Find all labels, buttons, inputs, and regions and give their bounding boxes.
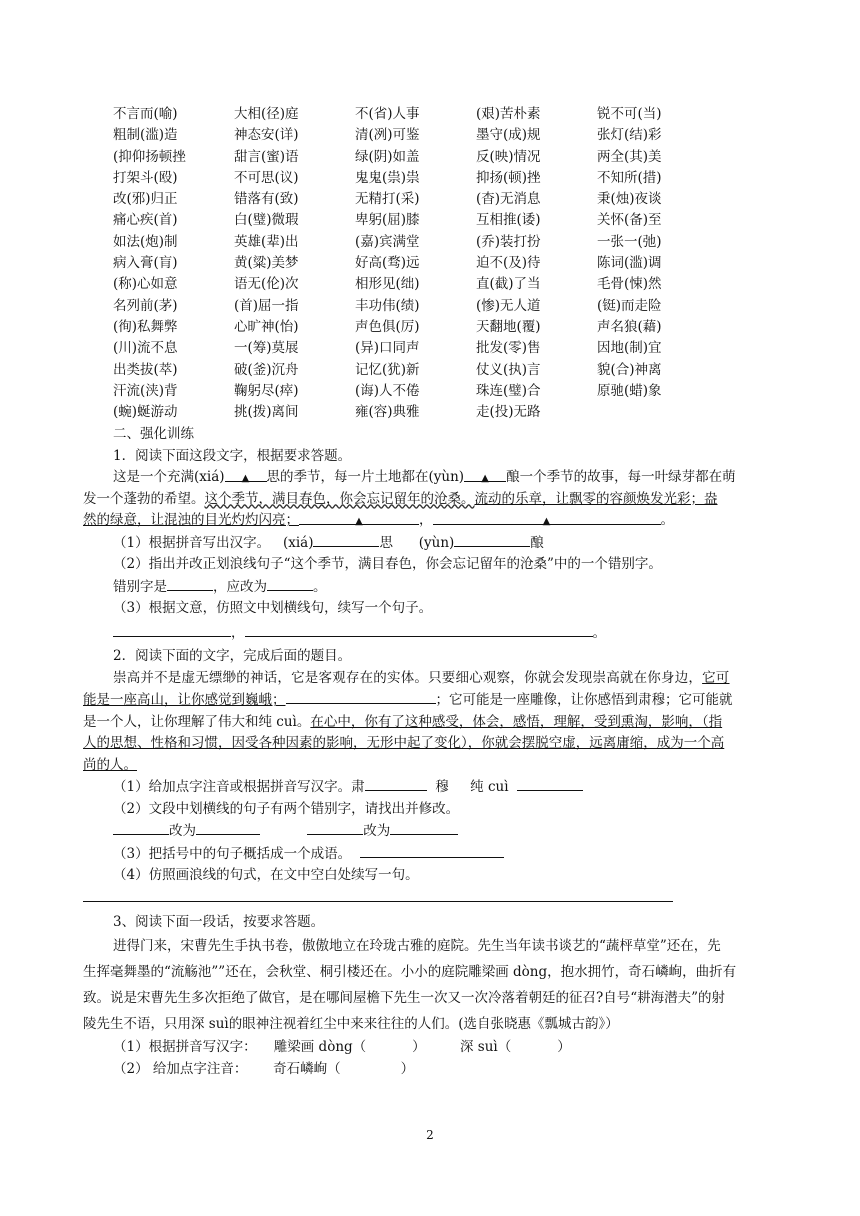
- q2-sub1-label: （1）给加点字注音或根据拼音写汉字。肃: [113, 779, 365, 795]
- q1-passage-line-3: [83, 510, 772, 532]
- idiom-cell: 貌(合)神离: [597, 361, 662, 378]
- q1-passage-line-2: [83, 489, 772, 511]
- q1-imitate-blank-2[interactable]: [433, 510, 661, 525]
- idiom-cell: (艰)苦朴素: [476, 106, 541, 122]
- idiom-cell: 名列前(茅): [113, 297, 178, 314]
- q2-sub2-label: 改为: [363, 823, 391, 839]
- q1-sub1-char: 思: [379, 534, 393, 551]
- period: 。: [592, 624, 606, 641]
- q1-text: 思的季节，每一片土地都在(yùn): [266, 469, 465, 485]
- q2-text: ；它可能是一座雕像，让你感悟到肃穆；它可能就: [435, 692, 733, 708]
- q2-sub2-answer: [113, 820, 772, 843]
- idiom-cell: 天翻地(覆): [476, 318, 541, 335]
- idiom-cell: 不言而(喻): [113, 106, 178, 122]
- idiom-cell: 张灯(结)彩: [597, 127, 662, 144]
- triangle-icon: ▲: [542, 516, 551, 527]
- idiom-row: [113, 104, 733, 125]
- q2-sub4-answer: [113, 887, 772, 908]
- idiom-cell: 神态安(详): [234, 127, 299, 144]
- idiom-row: [113, 168, 733, 189]
- idiom-cell: 墨守(成)规: [476, 127, 541, 144]
- idiom-cell: 互相推(诿): [476, 212, 541, 229]
- idiom-cell: 甜言(蜜)语: [234, 148, 299, 165]
- idiom-row: [113, 381, 733, 402]
- q2-underlined: 能是一座高山，让你感觉到巍峨；: [83, 692, 286, 708]
- idiom-row: [113, 360, 733, 381]
- section-title: 二、强化训练: [113, 426, 194, 442]
- idiom-cell: (杳)无消息: [476, 191, 541, 208]
- q1-title: 1．阅读下面这段文字，根据要求答题。: [113, 447, 352, 464]
- idiom-cell: (铤)而走险: [597, 297, 662, 314]
- idiom-cell: 如法(炮)制: [113, 233, 178, 250]
- idiom-row: [113, 402, 733, 423]
- idiom-cell: 不可思(议): [234, 169, 299, 186]
- idiom-cell: 声名狼(藉): [597, 318, 662, 335]
- idiom-cell: 秉(烛)夜谈: [597, 191, 662, 208]
- idiom-cell: (抑仰扬顿挫: [113, 148, 186, 165]
- idiom-cell: 一(筹)莫展: [234, 340, 299, 357]
- idiom-cell: 清(冽)可鉴: [355, 127, 420, 144]
- idiom-cell: 抑扬(顿)挫: [476, 169, 541, 186]
- q1-sub3: （3）根据文意，仿照文中划横线句，续写一个句子。: [113, 600, 433, 616]
- idiom-row: [113, 338, 733, 359]
- idiom-cell: 迫不(及)待: [476, 255, 541, 272]
- idiom-row: [113, 147, 733, 168]
- q1-text: 发一个蓬勃的希望。: [83, 490, 205, 507]
- idiom-cell: (诲)人不倦: [355, 382, 420, 399]
- q2-su-blank[interactable]: [365, 776, 427, 791]
- idiom-cell: 相形见(绌): [355, 276, 420, 293]
- q2-underlined: 在心中，你有了这种感受，体会，感悟，理解，受到熏淘，影响，（指: [310, 713, 723, 730]
- idiom-cell: 汗流(浃)背: [113, 382, 178, 399]
- idiom-cell: 鞠躬尽(瘁): [234, 382, 299, 399]
- idiom-cell: 不知所(措): [597, 169, 662, 186]
- q2-sub1-pinyin: 纯 cuì: [470, 779, 509, 795]
- idiom-cell: (称)心如意: [113, 276, 178, 293]
- idiom-cell: (首)屈一指: [234, 297, 299, 314]
- q3-paren: ）: [400, 1060, 415, 1077]
- idiom-cell: 直(截)了当: [476, 276, 541, 293]
- idiom-cell: 一张一(弛): [597, 233, 662, 250]
- idiom-cell: 黄(粱)美梦: [234, 255, 299, 272]
- q3-sub2: [113, 1059, 772, 1081]
- idiom-cell: 原驰(蜡)象: [597, 382, 662, 399]
- triangle-icon: ▲: [241, 473, 250, 484]
- idiom-cell: 卑躬(屈)膝: [355, 212, 420, 229]
- idiom-grid: [113, 104, 733, 423]
- idiom-row: [113, 274, 733, 295]
- page-number: 2: [426, 1128, 434, 1142]
- q2-passage-line-2: [83, 689, 772, 712]
- q2-wrong-2-blank[interactable]: [307, 820, 363, 835]
- q2-fix-1-blank[interactable]: [196, 820, 260, 835]
- q2-passage-line-4: 人的思想、性格和习惯，因受各种因素的影响，无形中起了变化），你就会摆脱空虚，远离庸缩，成为一个高: [83, 735, 725, 751]
- idiom-row: [113, 317, 733, 338]
- idiom-cell: 两全(其)美: [597, 148, 662, 165]
- idiom-row: [113, 125, 733, 146]
- idiom-row: [113, 210, 733, 231]
- idiom-cell: 打架斗(殴): [113, 169, 178, 186]
- q2-underlined: 它可: [702, 669, 730, 686]
- idiom-cell: (嘉)宾满堂: [355, 233, 420, 250]
- q1-correct-char-blank[interactable]: [267, 576, 313, 591]
- idiom-row: [113, 189, 733, 210]
- q3-passage: [83, 933, 772, 1037]
- q1-answer-yun[interactable]: [454, 532, 530, 547]
- idiom-cell: 语无(伦)次: [234, 276, 299, 293]
- q3-linxun-prompt: 奇石嶙峋（: [273, 1060, 341, 1077]
- idiom-cell: 雍(容)典雅: [355, 404, 420, 421]
- q2-imitate-blank[interactable]: [286, 689, 436, 704]
- q3-passage-line-4: 陵先生不语，只用深 suì的眼神注视着红尘中来来往往的人们。(选自张晓惠《瓢城古韵》）: [83, 1016, 619, 1032]
- q1-sub2-label: 错别字是: [113, 578, 167, 595]
- idiom-cell: 鬼鬼(祟)祟: [355, 169, 420, 186]
- q1-sub1-char: 酿: [530, 534, 544, 551]
- q1-text: 这是一个充满(xiá): [113, 469, 225, 485]
- period: 。: [660, 512, 674, 528]
- idiom-cell: 毛骨(悚)然: [597, 276, 662, 293]
- comma: ，: [419, 512, 433, 528]
- idiom-cell: 病入膏(肓): [113, 255, 178, 272]
- q3-dong-prompt: 雕梁画 dòng（: [273, 1039, 367, 1055]
- q2-fix-2-blank[interactable]: [390, 820, 458, 835]
- q2-sub3: [113, 843, 772, 866]
- q2-passage-line-1: [113, 668, 772, 690]
- q1-blank-xia[interactable]: [225, 467, 267, 482]
- q1-wavy-sentence: 这个季节，满目春色，你会忘记留年的沧桑。: [204, 490, 475, 507]
- idiom-cell: (异)口同声: [355, 340, 420, 357]
- idiom-cell: 绿(阴)如盖: [355, 148, 420, 165]
- idiom-cell: 好高(骛)远: [355, 255, 420, 272]
- idiom-cell: 丰功伟(绩): [355, 297, 420, 314]
- q3-paren: ）: [557, 1039, 571, 1055]
- q1-sub1-label: （1）根据拼音写出汉字。: [113, 534, 271, 551]
- idiom-cell: (蜿)蜒游动: [113, 404, 178, 421]
- idiom-cell: 痛心疾(首): [113, 212, 178, 229]
- q2-sub3-label: （3）把括号中的句子概括成一个成语。: [113, 845, 352, 862]
- idiom-row: [113, 253, 733, 274]
- q3-passage-line-2: 生挥毫舞墨的“流觞池””还在，会秋堂、桐引楼还在。小小的庭院雕梁画 dòng，抱水拥竹，奇石嶙峋，曲折有: [83, 964, 737, 980]
- idiom-cell: 挑(拨)离间: [234, 404, 299, 421]
- idiom-cell: 关怀(备)至: [597, 212, 662, 229]
- exercise-section: [83, 424, 772, 1080]
- q2-text: 是一个人，让你理解了伟大和纯 cuì。: [83, 713, 311, 730]
- idiom-cell: 错落有(致): [234, 191, 299, 208]
- q1-imitate-blank-1[interactable]: [299, 510, 419, 525]
- q1-sub1-pinyin: (xiá): [282, 534, 314, 551]
- q1-underlined-sentence: 然的绿意，让混浊的目光灼灼闪亮；: [83, 512, 299, 528]
- idiom-cell: (川)流不息: [113, 340, 178, 357]
- idiom-cell: 声色俱(厉): [355, 318, 420, 335]
- q2-text: 崇高并不是虚无缥缈的神话，它是客观存在的实体。只要细心观察，你就会发现崇高就在你身边，: [113, 669, 703, 686]
- q1-blank-yun[interactable]: [464, 467, 506, 482]
- period: 。: [313, 578, 327, 595]
- idiom-cell: 白(璧)微瑕: [234, 212, 299, 229]
- q3-sub2-label: （2） 给加点字注音：: [113, 1060, 248, 1077]
- q1-underlined-sentence: 流动的乐章，让飘零的容颜焕发光彩；盎: [474, 490, 718, 507]
- q2-cui-blank[interactable]: [517, 776, 583, 791]
- q3-sui-prompt: 深 suì（: [460, 1039, 512, 1055]
- idiom-cell: 大相(径)庭: [234, 106, 299, 122]
- q2-sub2-label: 改为: [169, 823, 196, 839]
- q2-title: 2．阅读下面的文字，完成后面的题目。: [113, 648, 352, 664]
- q1-sub1-pinyin: (yùn): [418, 534, 455, 551]
- q1-sub1: [113, 532, 772, 555]
- idiom-cell: (乔)装打扮: [476, 233, 541, 250]
- idiom-cell: 心旷神(怡): [234, 318, 299, 335]
- idiom-cell: 破(釜)沉舟: [234, 361, 299, 378]
- q3-passage-line-3: 致。说是宋曹先生多次拒绝了做官，是在哪间屋檐下先生一次又一次冷落着朝廷的征召?自号“耕海潜夫”的射: [83, 990, 726, 1006]
- idiom-cell: 走(投)无路: [476, 404, 541, 421]
- idiom-cell: [597, 402, 718, 423]
- q2-sub2: （2）文段中划横线的句子有两个错别字，请找出并修改。: [113, 800, 460, 817]
- q1-sub2-label: ，应改为: [213, 578, 267, 595]
- q3-passage-line-1: 进得门来，宋曹先生手执书卷，傲傲地立在玲珑古雅的庭院。先生当年读书谈艺的“蔬枰草堂”还在，先: [113, 938, 721, 954]
- idiom-cell: 因地(制)宜: [597, 340, 662, 357]
- q2-sub4: （4）仿照画浪线的句式，在文中空白处续写一句。: [113, 867, 419, 883]
- idiom-cell: 改(邪)归正: [113, 191, 178, 208]
- q1-wrong-char-blank[interactable]: [167, 576, 213, 591]
- q3-title: 3、阅读下面一段话，按要求答题。: [113, 913, 325, 930]
- idiom-cell: 出类拔(萃): [113, 361, 178, 378]
- q2-wrong-1-blank[interactable]: [113, 820, 169, 835]
- idiom-cell: 记忆(犹)新: [355, 361, 420, 378]
- q2-passage-line-3: [83, 712, 772, 734]
- idiom-row: [113, 296, 733, 317]
- q2-sub4-blank[interactable]: [83, 887, 673, 902]
- triangle-icon: ▲: [481, 473, 489, 484]
- idiom-cell: 英雄(辈)出: [234, 233, 299, 250]
- idiom-cell: 珠连(璧)合: [476, 382, 541, 399]
- q2-passage-line-5: 尚的人。: [83, 756, 137, 773]
- idiom-cell: 无精打(采): [355, 191, 420, 208]
- q1-sub3-blank-2[interactable]: [245, 622, 593, 637]
- triangle-icon: ▲: [355, 516, 363, 527]
- idiom-cell: (惨)无人道: [476, 297, 541, 314]
- q1-passage-line-1: [113, 467, 772, 489]
- idiom-cell: 批发(零)售: [476, 340, 541, 357]
- q1-text: 酿一个季节的故事，每一叶绿芽都在萌: [506, 469, 736, 485]
- q2-idiom-blank[interactable]: [360, 843, 504, 858]
- q2-sub1-char: 穆: [435, 779, 449, 795]
- q3-sub1: [113, 1037, 772, 1059]
- q1-sub2: （2）指出并改正划浪线句子“这个季节，满目春色，你会忘记留年的沧桑”中的一个错别字。: [113, 556, 662, 572]
- idiom-row: [113, 232, 733, 253]
- idiom-cell: 反(映)情况: [476, 148, 541, 165]
- q3-sub1-label: （1）根据拼音写汉字：: [113, 1039, 257, 1055]
- q1-sub2-answer: [113, 576, 772, 599]
- comma: ，: [231, 624, 245, 641]
- idiom-cell: 锐不可(当): [597, 106, 662, 122]
- idiom-cell: 陈词(滥)调: [597, 255, 662, 272]
- q3-paren: ）: [412, 1039, 426, 1055]
- idiom-cell: 仗义(执)言: [476, 361, 541, 378]
- q1-sub3-blank-1[interactable]: [113, 622, 231, 637]
- idiom-cell: 粗制(滥)造: [113, 127, 178, 144]
- idiom-cell: 不(省)人事: [355, 106, 420, 122]
- q1-sub3-answer: [113, 622, 772, 645]
- q2-sub1: [113, 776, 772, 799]
- q1-answer-xia[interactable]: [313, 532, 379, 547]
- idiom-cell: (徇)私舞弊: [113, 318, 178, 335]
